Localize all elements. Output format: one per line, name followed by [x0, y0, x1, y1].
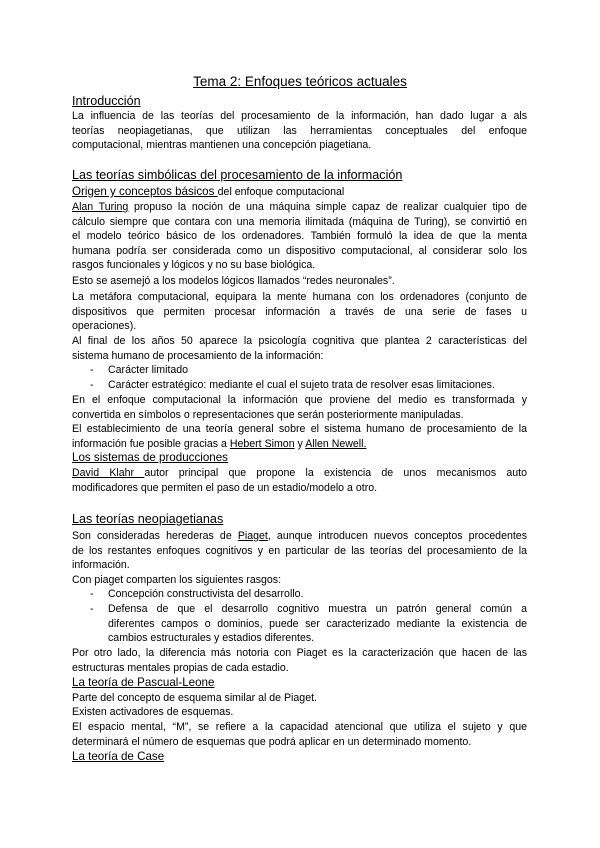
text-line: El establecimiento de una teoría general sobre el sistema humano de procesamiento de la [72, 423, 527, 435]
diferencia-paragraph [72, 646, 527, 675]
subheading-origen: Origen y conceptos básicos del enfoque computacional [72, 185, 345, 198]
subheading-sistemas-producciones: Los sistemas de producciones [72, 451, 228, 464]
heading-teorias-neopiagetianas: Las teorías neopiagetianas [72, 512, 224, 526]
intro-paragraph [72, 109, 527, 153]
esquema-paragraph [72, 691, 527, 706]
text-line: La metáfora computacional, equipara la mente humana con los ordenadores (conjunto de [72, 291, 527, 303]
list-item-text: cambios estructurales y estadios diferentes. [108, 632, 315, 645]
enfoque-computacional-paragraph [72, 393, 527, 422]
list-item-text: Carácter limitado [108, 364, 189, 376]
text-line: En el enfoque computacional la información que proviene del medio es transformada y [72, 394, 527, 406]
text-line: Al final de los años 50 aparece la psicología cognitiva que plantea 2 características del [72, 335, 527, 347]
bullet-dash: - [90, 603, 94, 615]
alan-turing-link[interactable]: Alan Turing [72, 201, 129, 213]
text-line: de los restantes enfoques cognitivos y en particular de las teorías del procesamiento de la [72, 544, 527, 557]
text-line: humana podría ser considerada como un dispositivo computacional, al considerar solo los [72, 244, 527, 257]
david-klahr-link[interactable]: David Klahr [72, 467, 145, 479]
text-line: modificadores que permiten el paso de un estadio/modelo a otro. [72, 481, 378, 494]
text-line: Existen activadores de esquemas. [72, 706, 234, 718]
psicologia-cognitiva-paragraph [72, 334, 527, 363]
text-line: teorías neopiagetianas, que utilizan las herramientas conceptuales del enfoque [72, 124, 527, 137]
klahr-paragraph [72, 466, 527, 495]
heading-introduccion: Introducción [72, 94, 141, 108]
bullet-dash: - [90, 364, 94, 376]
bullet-dash: - [90, 588, 94, 600]
text-line: computacional, mientras mantienen una concepción piagetiana. [72, 139, 372, 152]
redes-neuronales-paragraph [72, 274, 527, 289]
text-line: Por otro lado, la diferencia más notoria con Piaget es la caracterización que hacen de las [72, 647, 527, 659]
heading-teorias-simbolicas: Las teorías simbólicas del procesamiento de la información [72, 168, 403, 182]
text-line: información. [72, 559, 130, 572]
subheading-pascual-leone: La teoría de Pascual-Leone [72, 676, 215, 689]
subheading-case: La teoría de Case [72, 750, 165, 763]
teoria-general-paragraph [72, 422, 527, 451]
text-line: David Klahr autor principal que propone la existencia de unos mecanismos auto [72, 467, 527, 479]
text-line: Esto se asemejó a los modelos lógicos llamados “redes neuronales”. [72, 275, 395, 287]
herederas-paragraph [72, 529, 527, 573]
turing-paragraph [72, 200, 527, 273]
bullet-dash: - [90, 379, 94, 391]
text-line: determinará el número de esquemas que podrá aplicar en un determinado momento. [72, 735, 472, 748]
list-item-text: Defensa de que el desarrollo cognitivo muestra un patrón general común a [108, 603, 527, 615]
text-line: información fue posible gracias a Hebert Simon y Allen Newell. [72, 437, 367, 450]
text-line: El espacio mental, “M”, se refiere a la capacidad atencional que utiliza el sujeto y que [72, 721, 527, 733]
list-item-text: diferentes campos o dominios, puede ser caracterizado mediante la existencia de [108, 617, 527, 630]
espacio-mental-paragraph [72, 720, 527, 749]
list-item-text: Carácter estratégico: mediante el cual el sujeto trata de resolver esas limitaciones. [108, 379, 495, 391]
metafora-paragraph [72, 290, 527, 334]
text-line: La influencia de las teorías del procesamiento de la información, han dado lugar a als [72, 110, 527, 122]
text-line: rasgos funcionales y lógicos y no su base biológica. [72, 259, 316, 272]
hebert-simon-link[interactable]: Hebert Simon [229, 437, 295, 450]
text-line: cálculo siempre que contara con una memoria ilimitada (máquina de Turing), se convirtió en [72, 215, 527, 228]
text-line: el modelo teórico básico de los ordenadores. También formuló la idea de que la menta [72, 230, 527, 243]
text-line: Parte del concepto de esquema similar al de Piaget. [72, 692, 317, 704]
list-item-text: Concepción constructivista del desarrollo. [108, 588, 304, 600]
piaget-link[interactable]: Piaget [237, 530, 268, 542]
text-line: Alan Turing propuso la noción de una máquina simple capaz de realizar cualquier tipo de [72, 201, 528, 213]
text-line: Son consideradas herederas de Piaget, aunque introducen nuevos conceptos procedentes [72, 530, 527, 542]
activadores-paragraph [72, 705, 527, 720]
text-line: dispositivos que permiten procesar información a través de una serie de fases u [72, 305, 527, 318]
page-title: Tema 2: Enfoques teóricos actuales [193, 74, 407, 89]
rasgos-paragraph [72, 573, 527, 588]
allen-newell-link[interactable]: Allen Newell. [305, 437, 367, 450]
text-line: operaciones). [72, 320, 137, 333]
text-line: estructuras mentales propias de cada estadio. [72, 661, 289, 674]
text-line: sistema humano de procesamiento de la información: [72, 349, 324, 362]
text-line: Con piaget comparten los siguientes rasgos: [72, 574, 282, 586]
text-line: convertida en símbolos o representaciones que serán posteriormente manipuladas. [72, 408, 464, 421]
